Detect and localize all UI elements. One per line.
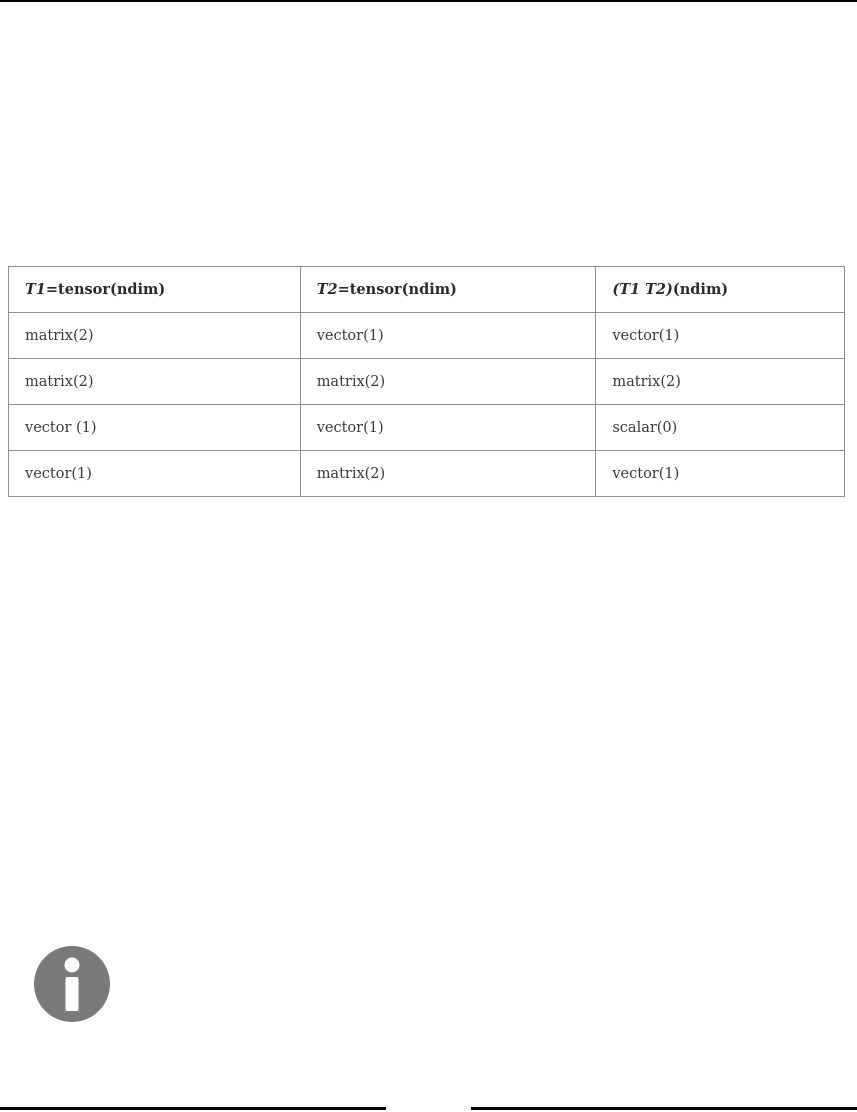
table-cell: vector(1) — [9, 451, 301, 497]
header-t1 — [9, 267, 301, 313]
table-row — [9, 405, 845, 451]
header-product-rest: (ndim) — [672, 281, 729, 298]
table-cell: vector(1) — [300, 405, 596, 451]
table-row — [9, 313, 845, 359]
table-row — [9, 359, 845, 405]
table-cell: matrix(2) — [9, 359, 301, 405]
table-cell: vector (1) — [9, 405, 301, 451]
table-cell: matrix(2) — [300, 359, 596, 405]
header-product — [596, 267, 845, 313]
footer-rule-right — [471, 1107, 857, 1110]
header-t1-var: T1 — [25, 281, 46, 298]
table-cell: vector(1) — [300, 313, 596, 359]
table-cell: scalar(0) — [596, 405, 845, 451]
header-t2-rest: =tensor(ndim) — [337, 281, 457, 298]
table-row — [9, 451, 845, 497]
info-icon — [33, 945, 111, 1023]
footer-rule-left — [0, 1107, 386, 1110]
table-cell: vector(1) — [596, 451, 845, 497]
header-t1-rest: =tensor(ndim) — [45, 281, 166, 298]
header-t2-var: T2 — [316, 281, 338, 298]
top-rule — [0, 0, 857, 2]
table-cell: vector(1) — [596, 313, 845, 359]
header-t2 — [300, 267, 596, 313]
table-cell: matrix(2) — [596, 359, 845, 405]
header-product-var: (T1 T2) — [612, 281, 673, 298]
table-cell: matrix(2) — [9, 313, 301, 359]
table-cell: matrix(2) — [300, 451, 596, 497]
table-header-row — [9, 267, 845, 313]
tensor-ndim-table — [8, 266, 845, 497]
